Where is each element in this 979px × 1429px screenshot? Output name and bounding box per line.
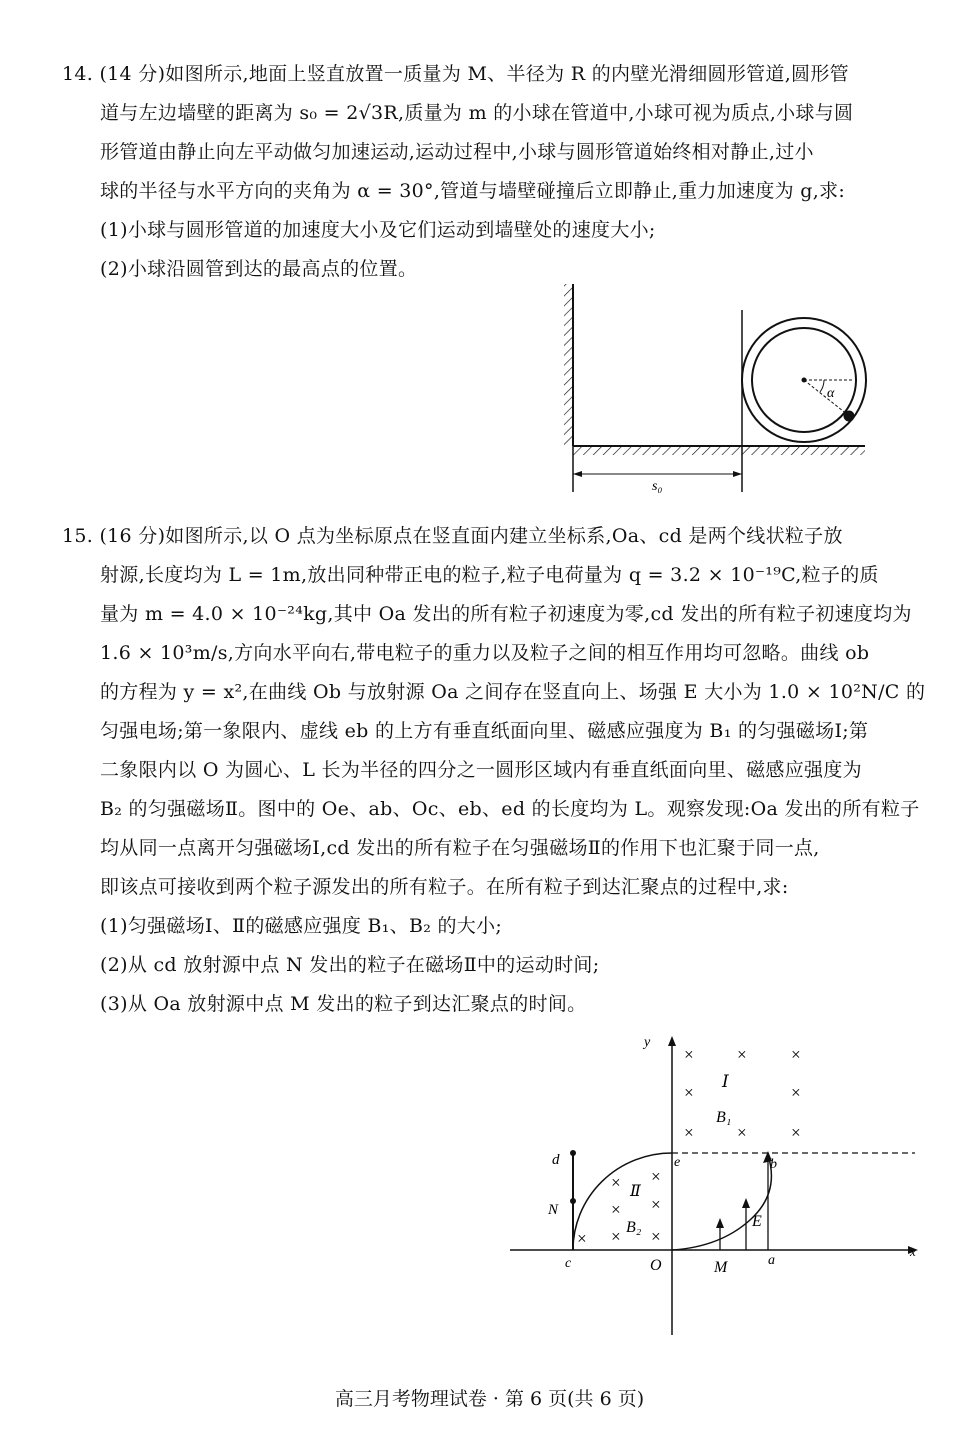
point-N-label: N [548, 1202, 559, 1218]
alpha-label: α [827, 386, 835, 401]
point-a-label: a [768, 1253, 775, 1268]
q15-line: 的方程为 y = x²,在曲线 Ob 与放射源 Oa 之间存在竖直向上、场强 E 大小为 1.0 × 10²N/C 的 [100, 681, 926, 703]
q14-subquestion-1: (1)小球与圆形管道的加速度大小及它们运动到墙壁处的速度大小; [100, 219, 656, 241]
s0-arrow-right [733, 471, 742, 477]
wall [564, 284, 573, 446]
region-2-field-label: B₂ [626, 1219, 642, 1236]
ground [573, 446, 865, 455]
q15-subquestion-1: (1)匀强磁场Ⅰ、Ⅱ的磁感应强度 B₁、B₂ 的大小; [100, 915, 503, 937]
point-e-label: e [674, 1155, 681, 1170]
q15-line: 匀强电场;第一象限内、虚线 eb 的上方有垂直纸面向里、磁感应强度为 B₁ 的匀强磁场Ⅰ;第 [100, 720, 869, 742]
field-E-label: E [752, 1213, 762, 1230]
curve-ob [672, 1155, 771, 1250]
cross-mark: × [650, 1227, 662, 1246]
q15-subquestion-3: (3)从 Oa 放射源中点 M 发出的粒子到达汇聚点的时间。 [100, 993, 587, 1015]
ball-radius [804, 380, 848, 415]
cross-mark: × [610, 1200, 622, 1219]
q15-figure [500, 1030, 940, 1350]
q15-line: 1.6 × 10³m/s,方向水平向右,带电粒子的重力以及粒子之间的相互作用均可忽略。曲线 ob [100, 642, 870, 664]
region-2-label: Ⅱ [630, 1183, 641, 1200]
q15-line: 二象限内以 O 为圆心、L 长为半径的四分之一圆形区域内有垂直纸面向里、磁感应强度为 [100, 759, 862, 781]
point-d-dot [570, 1150, 576, 1156]
cross-mark: × [790, 1045, 802, 1064]
s0-arrow-left [573, 471, 582, 477]
point-N-dot [570, 1198, 576, 1204]
cross-mark: × [736, 1123, 748, 1142]
field-arrow [742, 1198, 750, 1250]
cross-mark: × [650, 1195, 662, 1214]
cross-mark: × [683, 1045, 695, 1064]
q15-line: 即该点可接收到两个粒子源发出的所有粒子。在所有粒子到达汇聚点的过程中,求: [100, 876, 789, 898]
origin-label: O [650, 1257, 662, 1274]
point-c-label: c [565, 1256, 572, 1271]
q14-line: 球的半径与水平方向的夹角为 α = 30°,管道与墙壁碰撞后立即静止,重力加速度为 g,求: [100, 180, 846, 202]
region-2-crosses [576, 1167, 661, 1248]
q15-subquestion-2: (2)从 cd 放射源中点 N 发出的粒子在磁场Ⅱ中的运动时间; [100, 954, 600, 976]
q14-line: 道与左边墙壁的距离为 s₀ = 2√3R,质量为 m 的小球在管道中,小球可视为质点,小球与圆 [100, 102, 854, 124]
q15-line: 量为 m = 4.0 × 10⁻²⁴kg,其中 Oa 发出的所有粒子初速度为零,cd 发出的所有粒子初速度均为 [100, 603, 912, 625]
field-arrow [716, 1218, 724, 1250]
q14-figure [540, 280, 900, 500]
region-1-crosses [683, 1045, 801, 1142]
page-footer: 高三月考物理试卷 · 第 6 页(共 6 页) [334, 1388, 645, 1410]
cross-mark: × [650, 1167, 662, 1186]
point-M-label: M [714, 1259, 728, 1276]
q14-line: 14. (14 分)如图所示,地面上竖直放置一质量为 M、半径为 R 的内壁光滑细圆形管道,圆形管 [62, 63, 849, 85]
x-axis [510, 1246, 918, 1254]
angle-arc [820, 380, 824, 392]
cross-mark: × [683, 1083, 695, 1102]
x-axis-label: x [910, 1244, 916, 1259]
region-1-field-label: B₁ [716, 1109, 732, 1126]
cross-mark: × [576, 1229, 588, 1248]
point-b-label: b [770, 1157, 777, 1172]
q15-line: 均从同一点离开匀强磁场Ⅰ,cd 发出的所有粒子在匀强磁场Ⅱ的作用下也汇聚于同一点, [100, 837, 820, 859]
region-1-label: Ⅰ [722, 1072, 729, 1091]
cross-mark: × [736, 1045, 748, 1064]
cross-mark: × [790, 1123, 802, 1142]
y-axis-label: y [644, 1035, 651, 1050]
s0-label: s₀ [652, 479, 663, 494]
cross-mark: × [790, 1083, 802, 1102]
ball [844, 411, 855, 422]
q14-subquestion-2: (2)小球沿圆管到达的最高点的位置。 [100, 258, 418, 280]
q14-line: 形管道由静止向左平动做匀加速运动,运动过程中,小球与圆形管道始终相对静止,过小 [100, 141, 814, 163]
q15-line: 15. (16 分)如图所示,以 O 点为坐标原点在竖直面内建立坐标系,Oa、cd 是两个线状粒子放 [62, 525, 843, 547]
y-axis [668, 1036, 676, 1335]
cross-mark: × [610, 1173, 622, 1192]
point-d-label: d [552, 1152, 560, 1168]
cross-mark: × [683, 1123, 695, 1142]
q15-line: 射源,长度均为 L = 1m,放出同种带正电的粒子,粒子电荷量为 q = 3.2 × 10⁻¹⁹C,粒子的质 [100, 564, 879, 586]
cross-mark: × [610, 1227, 622, 1246]
q15-line: B₂ 的匀强磁场Ⅱ。图中的 Oe、ab、Oc、eb、ed 的长度均为 L。观察发现:Oa 发出的所有粒子 [100, 798, 920, 820]
